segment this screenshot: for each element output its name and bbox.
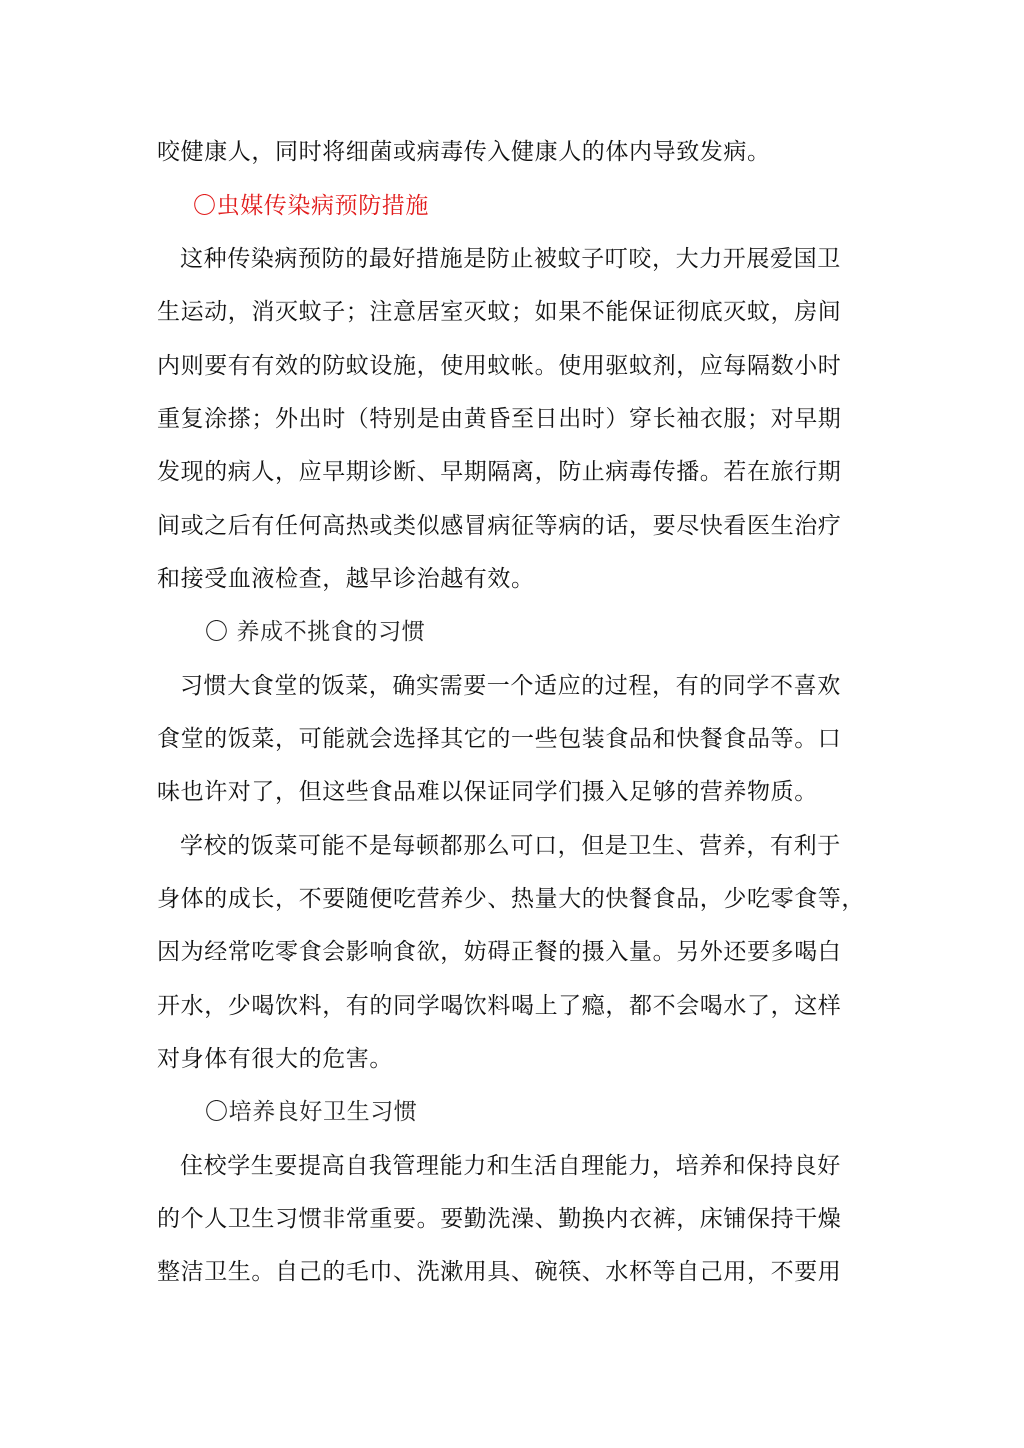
paragraph-line: 发现的病人，应早期诊断、早期隔离，防止病毒传播。若在旅行期 [157,459,842,485]
paragraph-line: 咬健康人，同时将细菌或病毒传入健康人的体内导致发病。 [157,139,771,165]
paragraph-line: 重复涂搽；外出时（特别是由黄昏至日出时）穿长袖衣服；对早期 [157,406,842,432]
paragraph-line: 对身体有很大的危害。 [157,1046,393,1072]
paragraph-line: 开水，少喝饮料，有的同学喝饮料喝上了瘾，都不会喝水了，这样 [157,993,842,1019]
paragraph-line: 味也许对了，但这些食品难以保证同学们摄入足够的营养物质。 [157,779,818,805]
paragraph-line: 住校学生要提高自我管理能力和生活自理能力，培养和保持良好 [180,1153,841,1179]
paragraph-line: 这种传染病预防的最好措施是防止被蚊子叮咬，大力开展爱国卫 [180,246,841,272]
paragraph-line: 间或之后有任何高热或类似感冒病征等病的话，要尽快看医生治疗 [157,513,842,539]
paragraph-line: 习惯大食堂的饭菜，确实需要一个适应的过程，有的同学不喜欢 [180,673,841,699]
paragraph-line: 学校的饭菜可能不是每顿都那么可口，但是卫生、营养，有利于 [180,833,841,859]
paragraph-line: 食堂的饭菜，可能就会选择其它的一些包装食品和快餐食品等。口 [157,726,842,752]
section-heading-vector-borne-prevention: 〇虫媒传染病预防措施 [193,193,429,219]
section-heading-eating-habits: 〇 养成不挑食的习惯 [205,619,426,645]
paragraph-line: 生运动，消灭蚊子；注意居室灭蚊；如果不能保证彻底灭蚊，房间 [157,299,842,325]
paragraph-line: 整洁卫生。自己的毛巾、洗漱用具、碗筷、水杯等自己用，不要用 [157,1259,842,1285]
paragraph-line: 因为经常吃零食会影响食欲，妨碍正餐的摄入量。另外还要多喝白 [157,939,842,965]
section-heading-hygiene-habits: 〇培养良好卫生习惯 [205,1099,418,1125]
paragraph-line: 和接受血液检查，越早诊治越有效。 [157,566,535,592]
paragraph-line: 的个人卫生习惯非常重要。要勤洗澡、勤换内衣裤，床铺保持干燥 [157,1206,842,1232]
paragraph-line: 内则要有有效的防蚊设施，使用蚊帐。使用驱蚊剂，应每隔数小时 [157,353,842,379]
paragraph-line: 身体的成长，不要随便吃营养少、热量大的快餐食品，少吃零食等， [157,886,865,912]
